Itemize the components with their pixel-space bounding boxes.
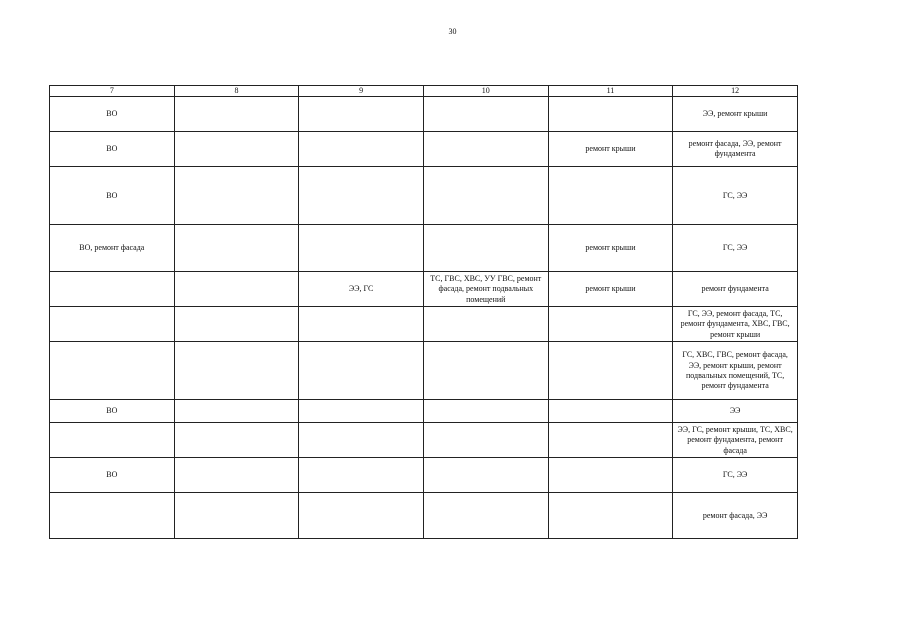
table-row (50, 400, 798, 423)
table-cell: ВО (50, 132, 175, 167)
table-cell (50, 493, 175, 539)
table-cell (423, 458, 548, 493)
table-row (50, 342, 798, 400)
table-cell (299, 493, 424, 539)
table-cell (423, 307, 548, 342)
table-cell: ВО (50, 400, 175, 423)
table-cell (174, 272, 299, 307)
table-cell: ВО (50, 458, 175, 493)
table-row (50, 225, 798, 272)
table-cell: ЭЭ, ГС, ремонт крыши, ТС, ХВС, ремонт фундамента, ремонт фасада (673, 423, 798, 458)
table-cell: ремонт крыши (548, 225, 673, 272)
table-cell (548, 307, 673, 342)
table-cell (299, 342, 424, 400)
table-cell: ремонт крыши (548, 272, 673, 307)
column-header-10: 10 (423, 86, 548, 97)
table-cell: ВО (50, 167, 175, 225)
table-row (50, 97, 798, 132)
table-cell: ВО (50, 97, 175, 132)
table-cell: ВО, ремонт фасада (50, 225, 175, 272)
table-cell: ЭЭ, ремонт крыши (673, 97, 798, 132)
table-cell: ЭЭ, ГС (299, 272, 424, 307)
table-row (50, 307, 798, 342)
table-cell (50, 272, 175, 307)
table-cell (423, 493, 548, 539)
table-row (50, 272, 798, 307)
table-cell: ремонт фасада, ЭЭ, ремонт фундамента (673, 132, 798, 167)
table-cell (174, 458, 299, 493)
table-cell (548, 423, 673, 458)
table-cell: ремонт фундамента (673, 272, 798, 307)
table-cell (299, 225, 424, 272)
table-cell (50, 423, 175, 458)
table-cell: ГС, ЭЭ (673, 167, 798, 225)
table-cell (299, 423, 424, 458)
table-cell (299, 307, 424, 342)
table-cell: ГС, ЭЭ, ремонт фасада, ТС, ремонт фундамента, ХВС, ГВС, ремонт крыши (673, 307, 798, 342)
table-row (50, 423, 798, 458)
table-cell (299, 132, 424, 167)
table-cell (299, 167, 424, 225)
table-row (50, 493, 798, 539)
table-cell (423, 97, 548, 132)
table-cell (50, 342, 175, 400)
table-cell (548, 458, 673, 493)
table-cell (423, 342, 548, 400)
table-cell (174, 400, 299, 423)
table-cell (423, 423, 548, 458)
column-header-9: 9 (299, 86, 424, 97)
table-cell: ремонт крыши (548, 132, 673, 167)
table-cell (548, 97, 673, 132)
table-cell: ремонт фасада, ЭЭ (673, 493, 798, 539)
works-table (49, 85, 798, 539)
table-cell: ЭЭ (673, 400, 798, 423)
table-cell (548, 342, 673, 400)
table-cell (548, 167, 673, 225)
table-cell (423, 225, 548, 272)
table-cell (548, 493, 673, 539)
table-row (50, 167, 798, 225)
column-header-11: 11 (548, 86, 673, 97)
table-cell: ГС, ЭЭ (673, 225, 798, 272)
table-cell (299, 400, 424, 423)
table-cell (423, 167, 548, 225)
table-cell: ТС, ГВС, ХВС, УУ ГВС, ремонт фасада, ремонт подвальных помещений (423, 272, 548, 307)
table-cell (174, 97, 299, 132)
table-cell (174, 307, 299, 342)
table-cell (50, 307, 175, 342)
page-number: 30 (448, 27, 457, 36)
table-cell (174, 342, 299, 400)
table-cell (299, 458, 424, 493)
table-cell (174, 423, 299, 458)
table-row (50, 132, 798, 167)
column-header-12: 12 (673, 86, 798, 97)
table-cell (174, 132, 299, 167)
table-cell: ГС, ХВС, ГВС, ремонт фасада, ЭЭ, ремонт крыши, ремонт подвальных помещений, ТС, ремонт фундамента (673, 342, 798, 400)
table-cell (174, 225, 299, 272)
column-header-8: 8 (174, 86, 299, 97)
table-cell (299, 97, 424, 132)
table-cell: ГС, ЭЭ (673, 458, 798, 493)
column-header-7: 7 (50, 86, 175, 97)
header-row (50, 86, 798, 97)
table-cell (174, 493, 299, 539)
table-cell (423, 132, 548, 167)
table-cell (548, 400, 673, 423)
table-cell (423, 400, 548, 423)
table-cell (174, 167, 299, 225)
table-row (50, 458, 798, 493)
